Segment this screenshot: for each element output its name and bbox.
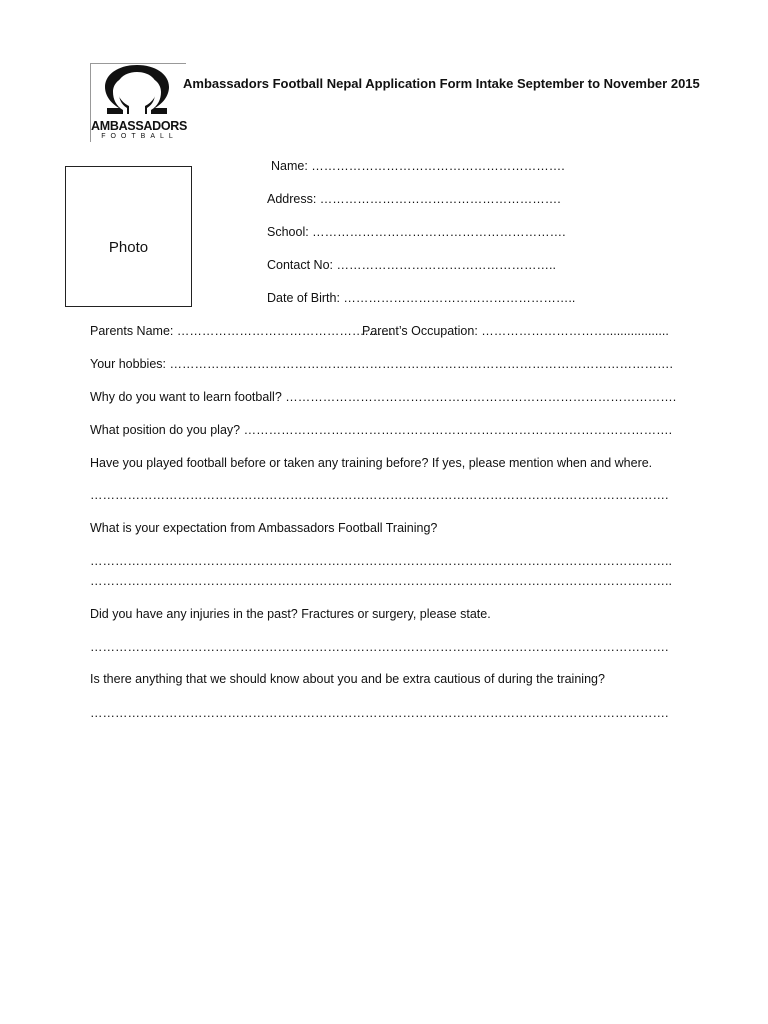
address-field[interactable]: Address: ………………………………………………….: [267, 192, 561, 206]
expectation-answer-line-1[interactable]: …………………………………………………………………………………………………………………………..: [90, 554, 672, 568]
caution-question: Is there anything that we should know about you and be extra cautious of during the training?: [90, 672, 605, 686]
expectation-answer-line-2[interactable]: …………………………………………………………………………………………………………………………..: [90, 574, 672, 588]
parents-name-field[interactable]: Parents Name: …………………………………………….: [90, 324, 393, 338]
logo-subtitle: FOOTBALL: [101, 133, 178, 140]
contact-no-field[interactable]: Contact No: ……………………………………………..: [267, 258, 556, 272]
expectation-question: What is your expectation from Ambassadors Football Training?: [90, 521, 438, 535]
played-before-question: Have you played football before or taken any training before? If yes, please mention when and where.: [90, 456, 653, 470]
why-football-field[interactable]: Why do you want to learn football? ………………………………………………………………………………….: [90, 390, 677, 404]
injuries-question: Did you have any injuries in the past? Fractures or surgery, please state.: [90, 607, 491, 621]
position-field[interactable]: What position do you play? ………………………………………………………………………………………….: [90, 423, 673, 437]
school-field[interactable]: School: …………………………………………………….: [267, 225, 566, 239]
parents-occupation-field[interactable]: Parent’s Occupation: …………………………..................: [362, 324, 669, 338]
hobbies-field[interactable]: Your hobbies: ………………………………………………………………………………………………………….: [90, 357, 673, 371]
caution-answer-line[interactable]: ………………………………………………………………………………………………………………………….: [90, 706, 669, 720]
played-before-answer-line[interactable]: ………………………………………………………………………………………………………………………….: [90, 488, 669, 502]
form-title: Ambassadors Football Nepal Application Form Intake September to November 2015: [183, 76, 700, 91]
omega-logo-icon: [101, 64, 173, 116]
name-field[interactable]: Name: …………………………………………………….: [271, 159, 565, 173]
injuries-answer-line[interactable]: ………………………………………………………………………………………………………………………….: [90, 640, 669, 654]
ambassadors-football-logo: [90, 63, 186, 142]
date-of-birth-field[interactable]: Date of Birth: ………………………………………………..: [267, 291, 576, 305]
photo-box: [65, 166, 192, 307]
photo-label: Photo: [108, 239, 149, 256]
logo-wordmark: AMBASSADORS: [91, 119, 188, 133]
